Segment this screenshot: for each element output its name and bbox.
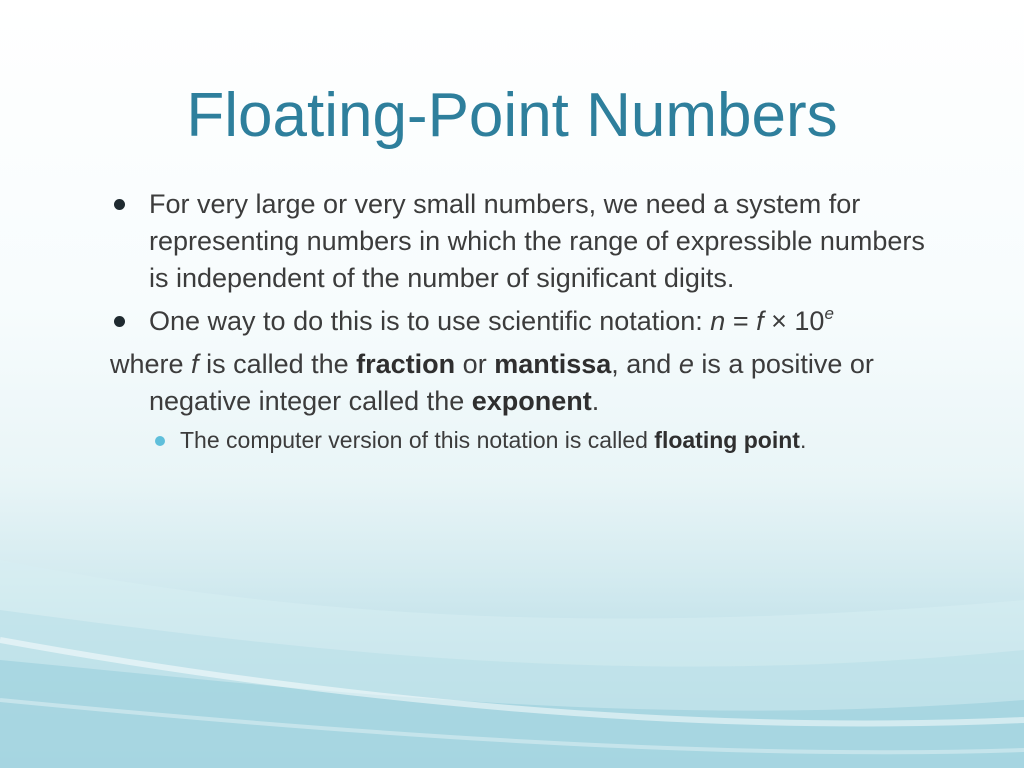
bullet-1-text: For very large or very small numbers, we need a system for representing numbers in which the range of expressible numbers is independent of the number of significant digits. — [149, 189, 925, 293]
formula-exponent: e — [824, 304, 834, 323]
bullet-dot-icon — [114, 316, 125, 327]
formula-equals: = — [725, 306, 757, 336]
where-paragraph — [110, 346, 950, 420]
where-text-1: where — [110, 349, 192, 379]
formula-base: 10 — [794, 306, 825, 336]
where-f: f — [191, 349, 199, 379]
formula-times: × — [763, 306, 795, 336]
slide-body — [110, 186, 950, 457]
sub-bullet-text: The computer version of this notation is called — [180, 427, 655, 453]
where-text-2: is called the — [198, 349, 357, 379]
bullet-item-2 — [110, 303, 950, 340]
term-mantissa: mantissa — [494, 349, 612, 379]
sub-bullet-dot-icon — [155, 436, 165, 446]
slide-title: Floating-Point Numbers — [186, 81, 838, 150]
term-fraction: fraction — [356, 349, 456, 379]
term-exponent: exponent — [471, 386, 592, 416]
where-text-3: or — [455, 349, 495, 379]
bullet-dot-icon — [114, 199, 125, 210]
where-e: e — [678, 349, 694, 379]
term-floating-point: floating point — [654, 427, 800, 453]
formula-n: n — [710, 306, 726, 336]
bullet-item-1 — [110, 186, 950, 297]
bullet-2-text: One way to do this is to use scientific notation: — [149, 306, 711, 336]
where-text-5: is a positive or negative integer called the — [149, 349, 874, 416]
sub-bullet-item — [149, 424, 950, 457]
formula-f: f — [756, 306, 764, 336]
sub-bullet-end: . — [799, 427, 807, 453]
where-text-6: . — [591, 386, 600, 416]
where-text-4: , and — [611, 349, 679, 379]
